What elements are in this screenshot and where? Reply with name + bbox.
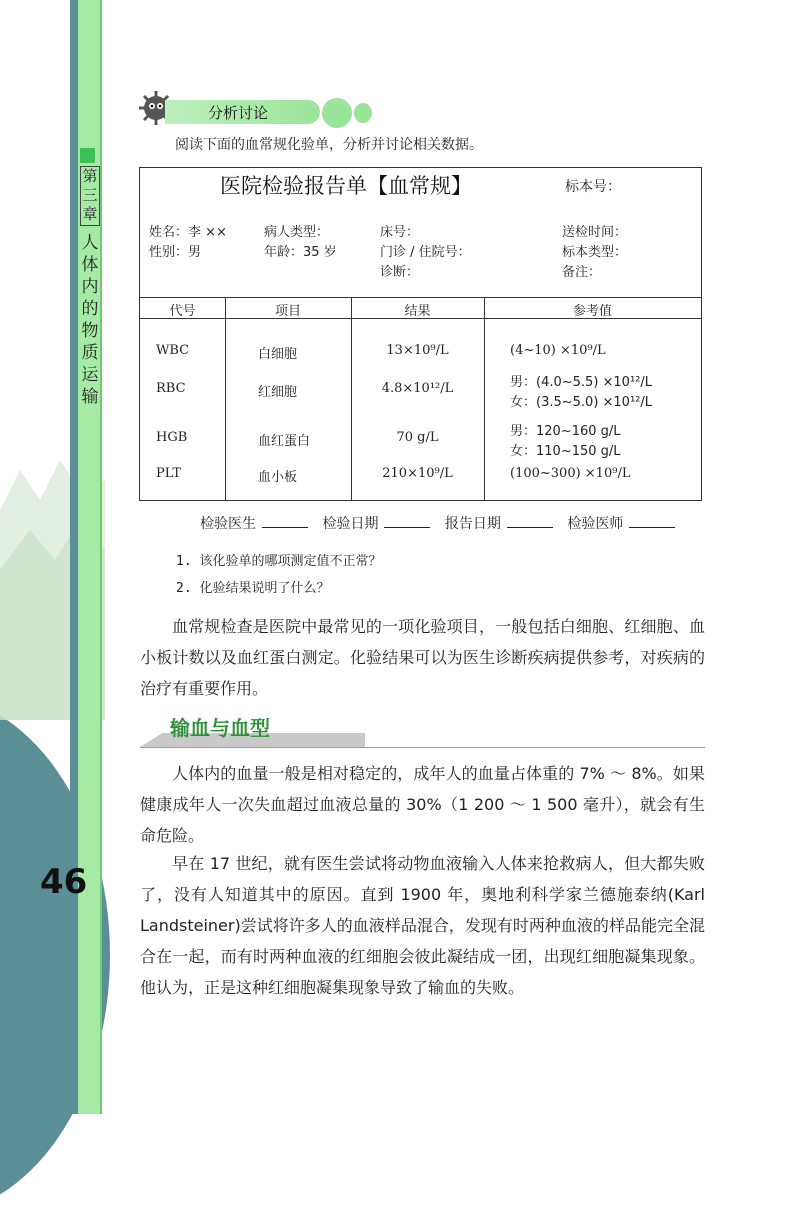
section-heading bbox=[140, 709, 705, 749]
chapter-marker bbox=[80, 148, 95, 163]
signature-blank bbox=[629, 515, 675, 528]
field-remark: 备注： bbox=[562, 265, 602, 280]
signature-blank bbox=[384, 515, 430, 528]
field-sex: 性别：男 bbox=[149, 245, 202, 260]
chapter-title: 人体内的物质运输 bbox=[81, 233, 99, 407]
table-header-result: 结果 bbox=[404, 304, 431, 319]
signature-label: 报告日期 bbox=[444, 516, 501, 532]
signature-blank bbox=[262, 515, 308, 528]
signature-label: 检验医师 bbox=[567, 516, 624, 532]
body-paragraph bbox=[140, 848, 705, 1003]
table-header-code: 代号 bbox=[169, 304, 196, 319]
section-title: 输血与血型 bbox=[170, 716, 270, 740]
paragraph-text: 人体内的血量一般是相对稳定的，成年人的血量占体重的 7% ～ 8%。如果健康成年人一次失血超过血液总量的 30%（1 200 ～ 1 500 毫升），就会有生命危险。 bbox=[140, 764, 705, 845]
discussion-intro: 阅读下面的血常规化验单，分析并讨论相关数据。 bbox=[175, 137, 483, 153]
lab-report bbox=[139, 167, 702, 501]
page-number: 46 bbox=[40, 862, 88, 902]
specimen-number: 标本号： bbox=[565, 179, 621, 195]
table-cell-result: 210×10⁹/L bbox=[382, 466, 453, 481]
table-cell-result: 4.8×10¹²/L bbox=[381, 381, 454, 396]
table-cell-reference: 女：110~150 g/L bbox=[510, 444, 621, 459]
report-title: 医院检验报告单【血常规】 bbox=[220, 174, 472, 198]
field-patient-type: 病人类型： bbox=[264, 225, 330, 240]
table-cell-code: HGB bbox=[156, 430, 188, 445]
field-name: 姓名：李 ×× bbox=[149, 225, 227, 240]
paragraph-text: 血常规检查是医院中最常见的一项化验项目，一般包括白细胞、红细胞、血小板计数以及血红蛋白测定。化验结果可以为医生诊断疾病提供参考，对疾病的治疗有重要作用。 bbox=[140, 617, 705, 698]
field-bed: 床号： bbox=[380, 225, 420, 240]
section-heading-rule bbox=[140, 747, 705, 748]
signature-label: 检验医生 bbox=[200, 516, 256, 532]
table-cell-reference: (4~10) ×10⁹/L bbox=[510, 343, 606, 358]
signature-row bbox=[200, 513, 685, 533]
table-column-divider bbox=[225, 297, 226, 501]
question-item: 2. 化验结果说明了什么？ bbox=[176, 581, 330, 596]
table-cell-item: 白细胞 bbox=[258, 347, 298, 362]
chapter-label: 第三章 bbox=[80, 166, 100, 226]
table-cell-item: 血红蛋白 bbox=[258, 434, 311, 449]
field-send-time: 送检时间： bbox=[562, 225, 628, 240]
table-cell-result: 13×10⁹/L bbox=[386, 343, 449, 358]
banner-dot bbox=[354, 103, 372, 123]
table-cell-reference: (100~300) ×10⁹/L bbox=[510, 466, 631, 481]
paragraph-text: 早在 17 世纪，就有医生尝试将动物血液输入人体来抢救病人，但大都失败了，没有人知道其中的原因。直到 1900 年，奥地利科学家兰德施泰纳(Karl Landsteiner)尝试将许多人的血液样品混合，发现有时两种血液的样品能完全混合在一起，而有时两种血液的红细胞会彼此凝结成一团，出现红细胞凝集现象。他认为，正是这种红细胞凝集现象导致了输血的失败。 bbox=[140, 854, 705, 997]
signature-label: 检验日期 bbox=[322, 516, 379, 532]
discussion-title: 分析讨论 bbox=[208, 104, 269, 122]
table-cell-item: 血小板 bbox=[258, 470, 298, 485]
field-age: 年龄：35 岁 bbox=[264, 245, 337, 260]
margin-green-line bbox=[100, 0, 102, 1114]
field-clinic-no: 门诊 / 住院号： bbox=[380, 245, 471, 260]
field-diagnosis: 诊断： bbox=[380, 265, 420, 280]
question-item: 1. 该化验单的哪项测定值不正常？ bbox=[176, 554, 382, 569]
body-paragraph bbox=[140, 758, 705, 851]
table-cell-code: RBC bbox=[156, 381, 186, 396]
table-cell-result: 70 g/L bbox=[396, 430, 439, 445]
body-paragraph bbox=[140, 611, 705, 704]
field-specimen-type: 标本类型： bbox=[562, 245, 628, 260]
table-cell-reference: 男：(4.0~5.5) ×10¹²/L bbox=[510, 375, 652, 390]
table-cell-code: PLT bbox=[156, 466, 181, 481]
margin-teal-bar bbox=[70, 0, 78, 1114]
table-cell-code: WBC bbox=[156, 343, 190, 358]
signature-blank bbox=[507, 515, 553, 528]
banner-dot bbox=[322, 98, 352, 128]
table-cell-item: 红细胞 bbox=[258, 385, 298, 400]
table-column-divider bbox=[484, 297, 485, 501]
table-cell-reference: 男：120~160 g/L bbox=[510, 424, 621, 439]
table-cell-reference: 女：(3.5~5.0) ×10¹²/L bbox=[510, 395, 652, 410]
table-header-reference: 参考值 bbox=[572, 304, 612, 319]
table-header-item: 项目 bbox=[274, 304, 301, 319]
